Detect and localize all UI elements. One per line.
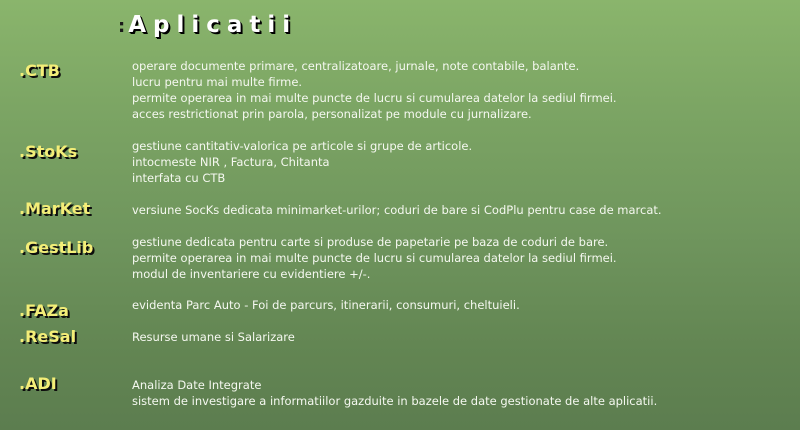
app-description	[132, 377, 657, 409]
description-line: acces restrictionat prin parola, personalizat pe module cu jurnalizare.	[132, 107, 532, 121]
app-name[interactable]: .StoKs	[19, 142, 78, 161]
description-line: permite operarea in mai multe puncte de lucru si cumularea datelor la sediul firmei.	[132, 91, 617, 105]
app-name[interactable]: .ReSal	[19, 327, 77, 346]
description-line: permite operarea in mai multe puncte de lucru si cumularea datelor la sediul firmei.	[132, 251, 617, 265]
page-title	[118, 12, 297, 38]
app-name[interactable]: .GestLib	[19, 238, 94, 257]
description-line: Analiza Date Integrate	[132, 378, 262, 392]
app-description	[132, 297, 520, 313]
app-name[interactable]: .CTB	[19, 61, 60, 80]
description-line: intocmeste NIR , Factura, Chitanta	[132, 155, 330, 169]
app-description	[132, 234, 617, 282]
app-name[interactable]: .MarKet	[19, 199, 91, 218]
description-line: operare documente primare, centralizatoare, jurnale, note contabile, balante.	[132, 59, 580, 73]
description-line: gestiune cantitativ-valorica pe articole si grupe de articole.	[132, 139, 473, 153]
app-description	[132, 138, 472, 186]
description-line: Resurse umane si Salarizare	[132, 330, 295, 344]
app-name[interactable]: .FAZa	[19, 301, 69, 320]
description-line: lucru pentru mai multe firme.	[132, 75, 303, 89]
title-text: Aplicatii	[128, 12, 298, 38]
app-description	[132, 329, 295, 345]
description-line: gestiune dedicata pentru carte si produse de papetarie pe baza de coduri de bare.	[132, 235, 609, 249]
description-line: interfata cu CTB	[132, 171, 226, 185]
description-line: modul de inventariere cu evidentiere +/-.	[132, 267, 371, 281]
app-description	[132, 202, 662, 218]
title-colon: :	[118, 16, 126, 37]
app-name[interactable]: .ADI	[19, 374, 57, 393]
description-line: evidenta Parc Auto - Foi de parcurs, itinerarii, consumuri, cheltuieli.	[132, 298, 520, 312]
description-line: versiune SocKs dedicata minimarket-urilor; coduri de bare si CodPlu pentru case de marcat.	[132, 203, 662, 217]
description-line: sistem de investigare a informatiilor gazduite in bazele de date gestionate de alte aplicatii.	[132, 394, 658, 408]
app-description	[132, 58, 617, 122]
